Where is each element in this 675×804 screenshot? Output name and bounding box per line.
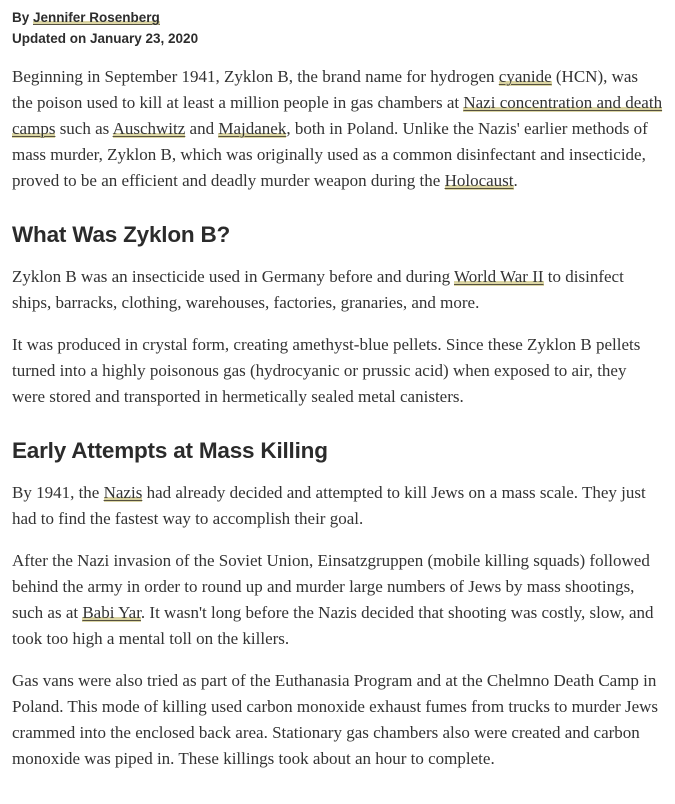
link-nazis[interactable]: Nazis	[103, 483, 143, 502]
paragraph	[12, 668, 663, 772]
text-run: and	[185, 119, 219, 138]
text-run: Beginning in September 1941, Zyklon B, the brand name for hydrogen	[12, 67, 499, 86]
byline-prefix: By	[12, 10, 34, 25]
link-cyanide[interactable]: cyanide	[498, 67, 552, 86]
text-run: After the Nazi invasion of the Soviet Union, Einsatzgruppen (mobile killing squads) followed behind the army in order to round up and murder large numbers of Jews by mass shootings, such as at	[12, 551, 650, 622]
updated-date: Updated on January 23, 2020	[12, 31, 199, 46]
text-run: to disinfect ships, barracks, clothing, warehouses, factories, granaries, and more.	[12, 267, 624, 312]
text-run: Gas vans were also tried as part of the Euthanasia Program and at the Chelmno Death Camp in Poland. This mode of killing used carbon monoxide exhaust fumes from trucks to murder Jews crammed into the enclosed back area. Stationary gas chambers also were created and carbon monoxide was piped in. These killings took about an hour to complete.	[12, 671, 659, 768]
text-run: such as	[55, 119, 113, 138]
article-header	[12, 7, 663, 49]
link-nazi-concentration-and-death-camps[interactable]: Nazi concentration and death camps	[12, 93, 663, 138]
text-run: By 1941, the	[12, 483, 104, 502]
section-heading-what-was-zyklon-b: What Was Zyklon B?	[12, 222, 231, 247]
text-run: .	[513, 171, 518, 190]
text-run: (HCN), was the poison used to kill at least a million people in gas chambers at	[12, 67, 639, 112]
link-majdanek[interactable]: Majdanek	[218, 119, 287, 138]
section-heading-early-attempts-at-mass-killing: Early Attempts at Mass Killing	[12, 438, 328, 463]
link-auschwitz[interactable]: Auschwitz	[112, 119, 186, 138]
link-holocaust[interactable]: Holocaust	[444, 171, 514, 190]
paragraph	[12, 64, 663, 194]
text-run: It was produced in crystal form, creating amethyst-blue pellets. Since these Zyklon B pellets turned into a highly poisonous gas (hydrocyanic or prussic acid) when exposed to air, they were stored and transported in hermetically sealed metal canisters.	[12, 335, 641, 406]
article-body	[12, 64, 663, 772]
text-run: had already decided and attempted to kill Jews on a mass scale. They just had to find the fastest way to accomplish their goal.	[12, 483, 646, 528]
text-run: . It wasn't long before the Nazis decided that shooting was costly, slow, and took too high a mental toll on the killers.	[12, 603, 654, 648]
paragraph	[12, 264, 663, 316]
paragraph	[12, 480, 663, 532]
link-babi-yar[interactable]: Babi Yar	[82, 603, 141, 622]
text-run: Zyklon B was an insecticide used in Germany before and during	[12, 267, 455, 286]
author-link[interactable]: Jennifer Rosenberg	[33, 10, 160, 25]
text-run: , both in Poland. Unlike the Nazis' earlier methods of mass murder, Zyklon B, which was originally used as a common disinfectant and insecticide, proved to be an efficient and deadly murder weapon during the	[12, 119, 648, 190]
paragraph	[12, 332, 663, 410]
byline	[12, 7, 663, 28]
link-world-war-ii[interactable]: World War II	[454, 267, 544, 286]
paragraph	[12, 548, 663, 652]
